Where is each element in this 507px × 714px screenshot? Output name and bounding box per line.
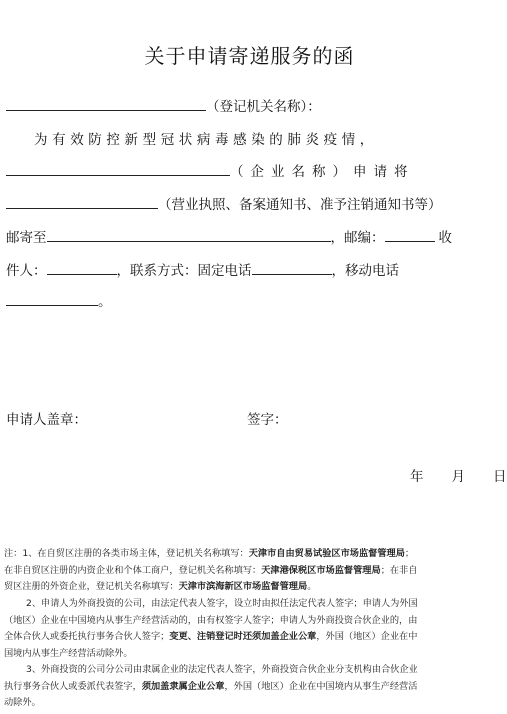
date-year: 年 <box>410 469 424 485</box>
mobile-blank[interactable] <box>6 293 98 306</box>
note-1-free-trade-authority: 天津市自由贸易试验区市场监督管理局 <box>248 548 405 559</box>
page-title: 关于申请寄递服务的函 <box>144 44 355 68</box>
address-blank[interactable] <box>47 229 331 242</box>
company-name-line <box>6 160 493 180</box>
applicant-seal-label: 申请人盖章： <box>6 412 87 428</box>
document-type-blank[interactable] <box>6 196 158 209</box>
note-3-text-d: ，外国（地区）企业在中国境内从事生产经营活 <box>224 680 418 692</box>
note-2-text-b: （地区）企业在中国境内从事生产经营活动的，由有权签字人签字；申请人为外商投资合伙企业的，由 <box>4 614 418 626</box>
registration-authority-blank[interactable] <box>6 98 206 111</box>
note-1-text-a: 注：1、在自贸区注册的各类市场主体，登记机关名称填写： <box>4 548 249 559</box>
date-day: 日 <box>493 469 507 485</box>
note-2-text-c: 全体合伙人或委托执行事务合伙人签字； <box>4 631 170 642</box>
note-1-text-g: 贸区注册的外资企业，登记机关名称填写： <box>4 581 179 592</box>
landline-blank[interactable] <box>252 262 332 275</box>
period-mark: 。 <box>98 294 112 310</box>
note-2-text-a: 2、申请人为外商投资的公司，由法定代表人签字，设立时由拟任法定代表人签字；申请人为外国 <box>26 598 418 609</box>
company-name-blank[interactable] <box>6 163 230 176</box>
note-2-text-f: 国境内从事生产经营活动除外。 <box>4 647 133 659</box>
note-2 <box>4 596 496 662</box>
note-1-text-f: ；在非自 <box>380 564 418 576</box>
landline-label: ，联系方式：固定电话 <box>116 263 252 279</box>
mail-to-label: 邮寄至 <box>6 230 47 246</box>
note-1-bonded-authority: 天津港保税区市场监督管理局 <box>261 564 381 576</box>
note-2-seal-requirement: 变更、注销登记时还须加盖企业公章 <box>169 631 317 642</box>
postcode-blank[interactable] <box>385 229 435 242</box>
date-month: 月 <box>451 469 465 485</box>
recipient-label: 件人： <box>6 263 47 279</box>
note-1-text-d: 在非自贸区注册的内资企业和个体工商户，登记机关名称填写： <box>4 564 262 576</box>
note-1-text-c: ； <box>404 548 415 559</box>
document-type-line <box>6 193 493 213</box>
note-3 <box>4 662 496 712</box>
note-1-binhai-authority: 天津市滨海新区市场监督管理局 <box>178 581 308 592</box>
note-3-text-e: 动除外。 <box>4 697 41 708</box>
note-1-text-i: 。 <box>307 581 317 592</box>
note-3-text-a: 3、外商投资的公司分公司由隶属企业的法定代表人签字，外商投资合伙企业分支机构由合伙企业 <box>26 664 418 675</box>
registration-authority-label: （登记机关名称）： <box>206 99 321 115</box>
signature-label: 签字： <box>247 412 288 428</box>
note-2-text-e: ，外国（地区）企业在中 <box>316 631 418 642</box>
signature-line <box>247 408 493 428</box>
postcode-label: ，邮编： <box>330 230 385 246</box>
document-type-label: （营业执照、备案通知书、准予注销通知书等） <box>158 197 442 213</box>
note-3-seal-requirement: 须加盖隶属企业公章 <box>141 680 225 692</box>
mobile-number-line <box>6 290 493 310</box>
registration-authority-line <box>6 95 493 115</box>
recipient-contact-line <box>6 259 493 279</box>
mailing-address-line <box>6 226 493 246</box>
company-name-label: （企业名称）申请将 <box>230 164 415 180</box>
mobile-label: ，移动电话 <box>331 263 399 279</box>
intro-text: 为有效防控新型冠状病毒感染的肺炎疫情， <box>34 132 378 148</box>
note-1 <box>4 546 496 596</box>
note-3-text-b: 执行事务合伙人或委派代表签字， <box>4 680 142 692</box>
date-line <box>410 465 507 485</box>
recipient-blank[interactable] <box>47 262 117 275</box>
recipient-label-start: 收 <box>438 230 452 246</box>
